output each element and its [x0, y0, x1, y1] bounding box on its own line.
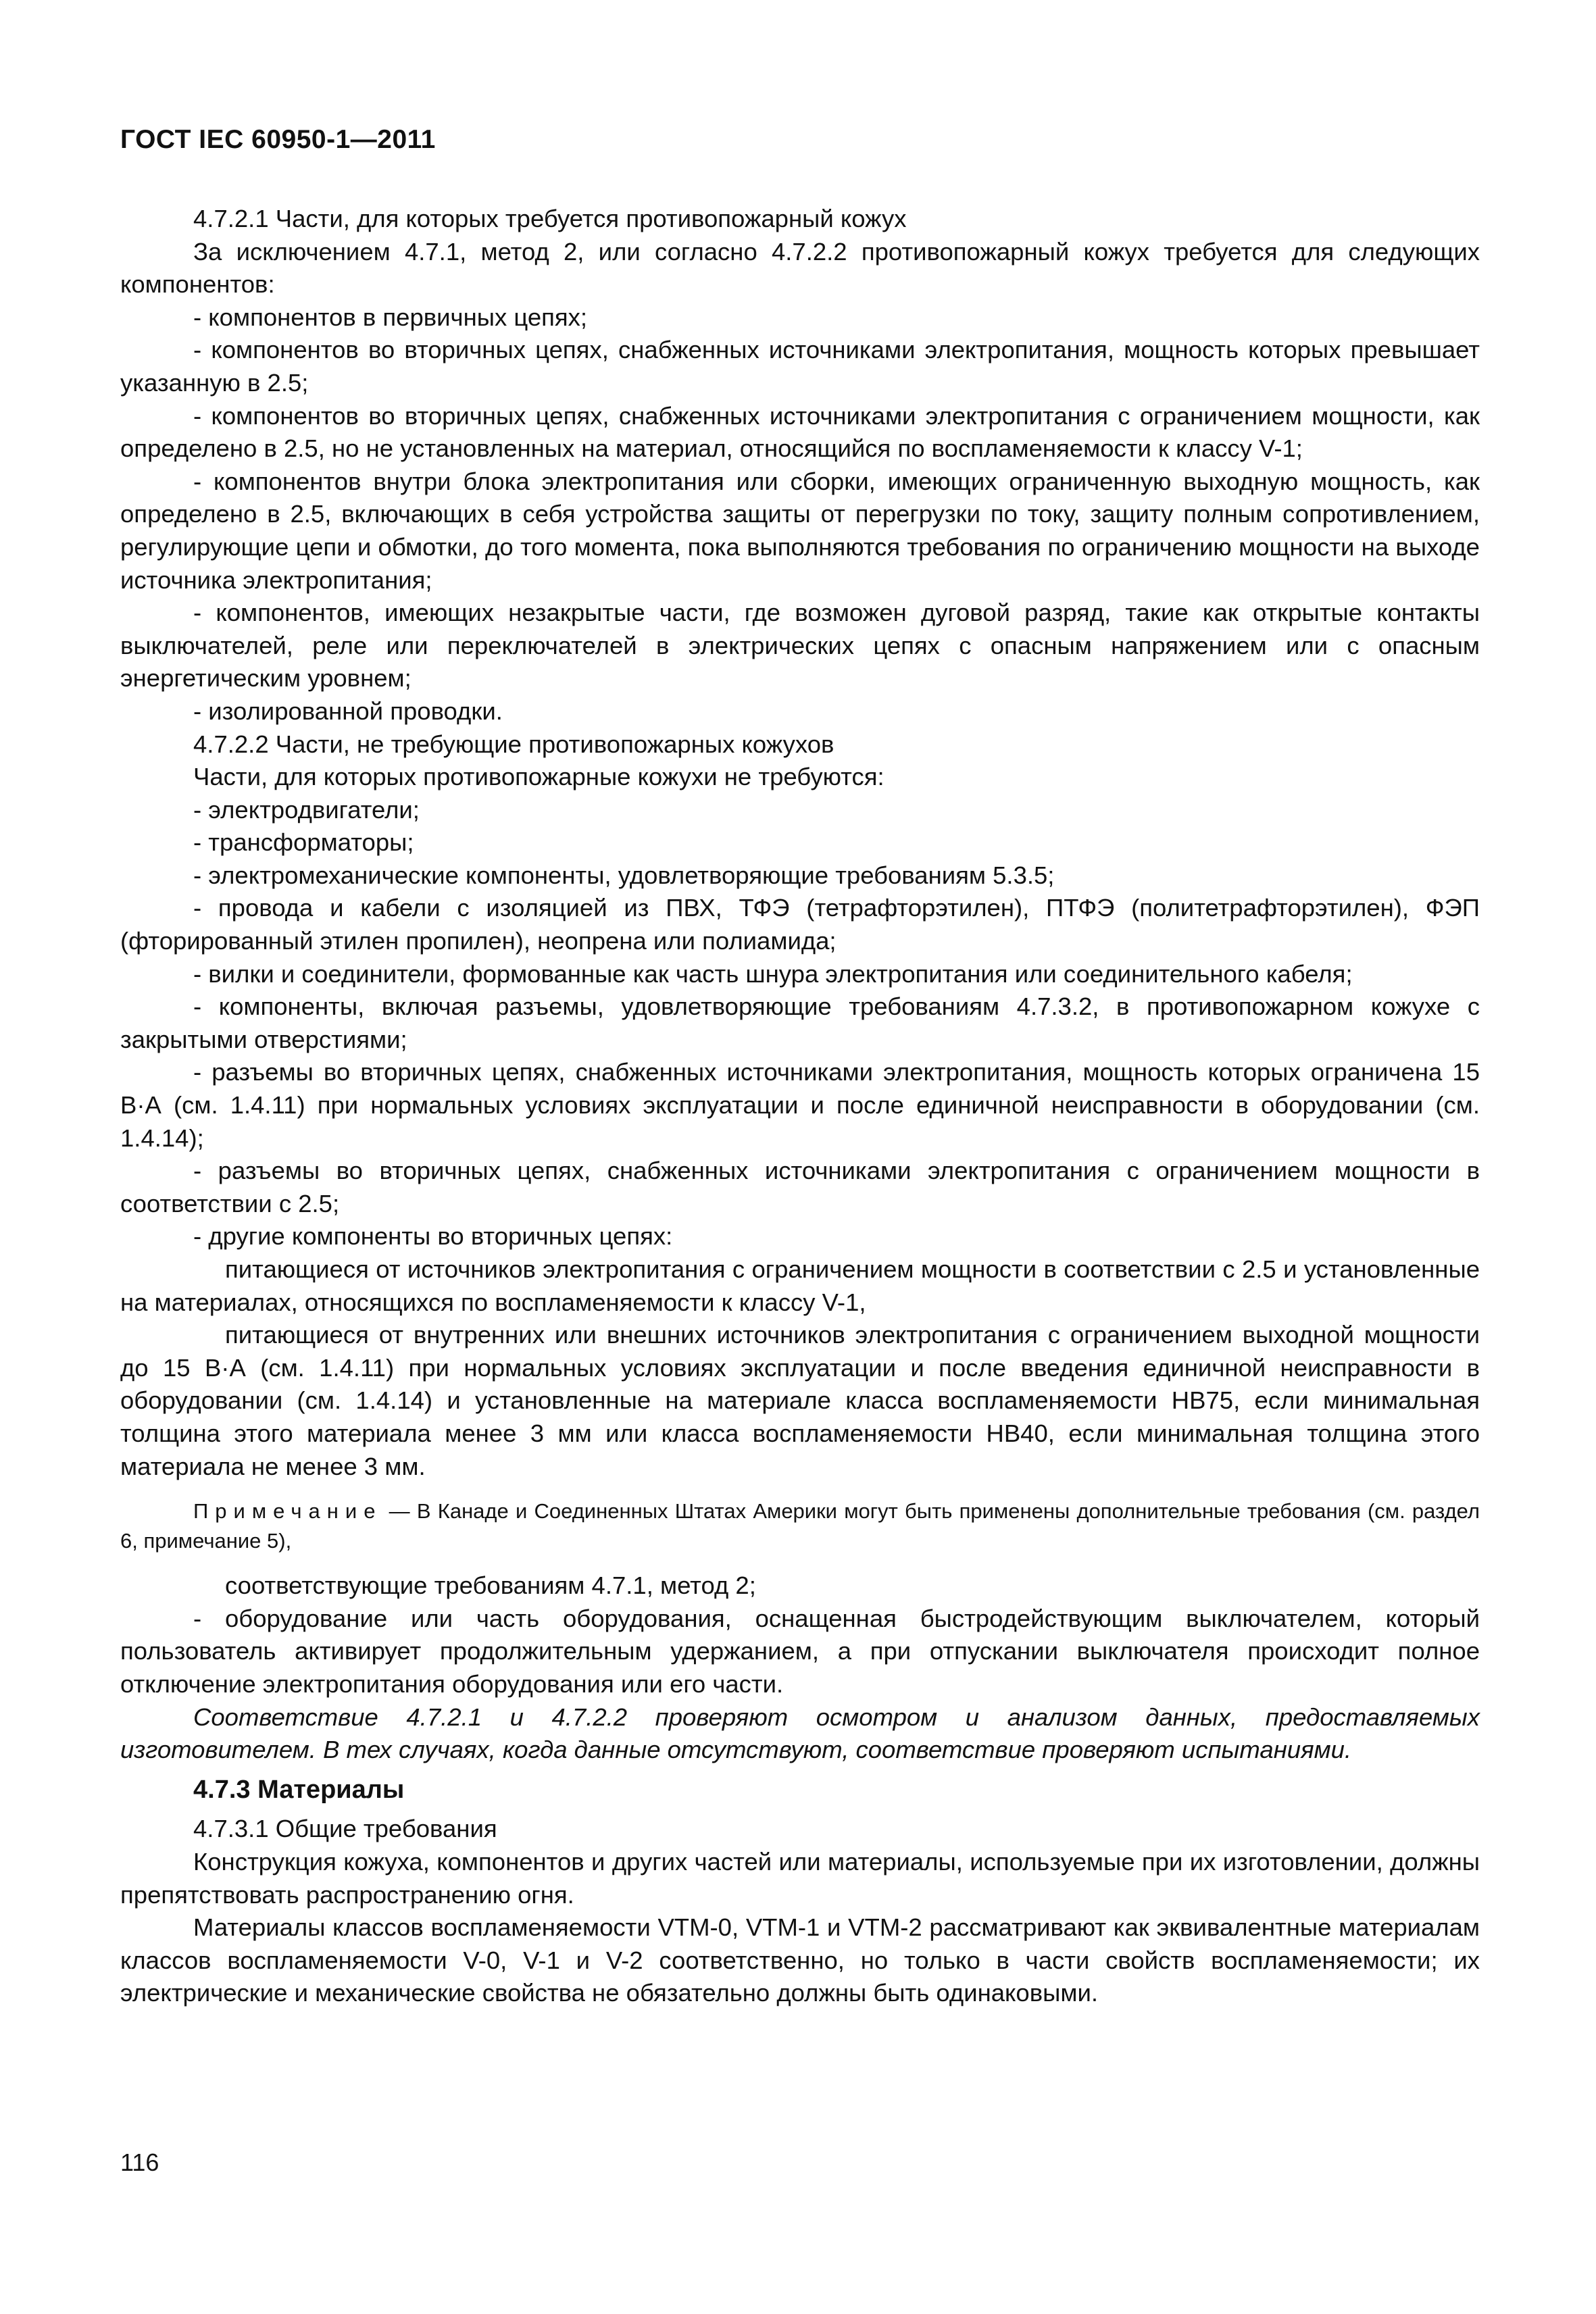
list-item: - электромеханические компоненты, удовлетворяющие требованиям 5.3.5;: [193, 861, 1055, 889]
list-item: - компонентов, имеющих незакрытые части, где возможен дуговой разряд, такие как открытые контакты выключателей, реле или переключателей в электрических цепях с опасным напряжением или с опасным энергетическим уровнем;: [120, 599, 1480, 693]
list-item: - изолированной проводки.: [193, 697, 503, 725]
document-body: [120, 203, 1480, 2010]
paragraph: 4.7.2.1 Части, для которых требуется противопожарный кожух: [193, 205, 907, 232]
document-header: ГОСТ IEC 60950-1—2011: [120, 125, 436, 154]
list-item: - компонентов во вторичных цепях, снабженных источниками электропитания, мощность которых превышает указанную в 2.5;: [120, 336, 1480, 397]
sub-list-item: питающиеся от источников электропитания с ограничением мощности в соответствии с 2.5 и установленные на материалах, относящихся по воспламеняемости к классу V-1,: [120, 1255, 1480, 1316]
list-item: - компонентов внутри блока электропитания или сборки, имеющих ограниченную выходную мощность, как определено в 2.5, включающих в себя устройства защиты от перегрузки по току, защиту полным сопротивлением, регулирующие цепи и обмотки, до того момента, пока выполняются требования по ограничению мощности на выходе источника электропитания;: [120, 467, 1480, 594]
compliance-text: Соответствие 4.7.2.1 и 4.7.2.2 проверяют осмотром и анализом данных, предоставляемых изготовителем. В тех случаях, когда данные отсутствуют, соответствие проверяют испытаниями.: [120, 1703, 1480, 1764]
paragraph: Конструкция кожуха, компонентов и других частей или материалы, используемые при их изготовлении, должны препятствовать распространению огня.: [120, 1847, 1480, 1909]
list-item: - компоненты, включая разъемы, удовлетворяющие требованиям 4.7.3.2, в противопожарном кожухе с закрытыми отверстиями;: [120, 992, 1480, 1053]
page-number: 116: [120, 2148, 159, 2176]
sub-list-item: питающиеся от внутренних или внешних источников электропитания с ограничением выходной мощности до 15 В·А (см. 1.4.11) при нормальных условиях эксплуатации и после введения единичной неисправности в оборудовании (см. 1.4.14) и установленные на материале класса воспламеняемости НВ75, если минимальная толщина этого материала менее 3 мм или класса воспламеняемости НВ40, если минимальная толщина этого материала не менее 3 мм.: [120, 1321, 1480, 1480]
note-label: Примечание: [193, 1499, 382, 1524]
list-item: - разъемы во вторичных цепях, снабженных источниками электропитания с ограничением мощности в соответствии с 2.5;: [120, 1157, 1480, 1217]
list-item: - компонентов во вторичных цепях, снабженных источниками электропитания с ограничением мощности, как определено в 2.5, но не установленных на материал, относящийся по воспламеняемости к классу V-1;: [120, 401, 1480, 463]
list-item: - электродвигатели;: [193, 795, 420, 824]
list-item: - вилки и соединители, формованные как часть шнура электропитания или соединительного кабеля;: [193, 959, 1353, 988]
note-text: — В Канаде и Соединенных Штатах Америки могут быть применены дополнительные требования (см. раздел 6, примечание 5),: [120, 1499, 1480, 1553]
paragraph: За исключением 4.7.1, метод 2, или согласно 4.7.2.2 противопожарный кожух требуется для следующих компонентов:: [120, 237, 1480, 299]
list-item: - трансформаторы;: [193, 828, 414, 857]
list-item: - провода и кабели с изоляцией из ПВХ, ТФЭ (тетрафторэтилен), ПТФЭ (политетрафторэтилен), ФЭП (фторированный этилен пропилен), неопрена или полиамида;: [120, 894, 1480, 955]
section-heading: 4.7.3 Материалы: [193, 1775, 405, 1804]
list-item: - оборудование или часть оборудования, оснащенная быстродействующим выключателем, который пользователь активирует продолжительным удержанием, а при отпускании выключателя происходит полное отключение электропитания оборудования или его части.: [120, 1604, 1480, 1698]
list-item: - разъемы во вторичных цепях, снабженных источниками электропитания, мощность которых ограничена 15 В·А (см. 1.4.11) при нормальных условиях эксплуатации и после единичной неисправности в оборудовании (см. 1.4.14);: [120, 1058, 1480, 1152]
paragraph: соответствующие требованиям 4.7.1, метод 2;: [225, 1571, 756, 1600]
subsection-heading: 4.7.2.2 Части, не требующие противопожарных кожухов: [193, 730, 834, 758]
subsection-heading: 4.7.3.1 Общие требования: [193, 1815, 497, 1843]
list-item: - другие компоненты во вторичных цепях:: [193, 1222, 673, 1251]
paragraph: Материалы классов воспламеняемости VTM-0, VTM-1 и VTM-2 рассматривают как эквивалентные материалам классов воспламеняемости V-0, V-1 и V-2 соответственно, но только в части свойств воспламеняемости; их электрические и механические свойства не обязательно должны быть одинаковыми.: [120, 1913, 1480, 2007]
note: [120, 1496, 1480, 1556]
list-item: - компонентов в первичных цепях;: [193, 303, 588, 331]
paragraph: Части, для которых противопожарные кожухи не требуются:: [193, 763, 884, 791]
